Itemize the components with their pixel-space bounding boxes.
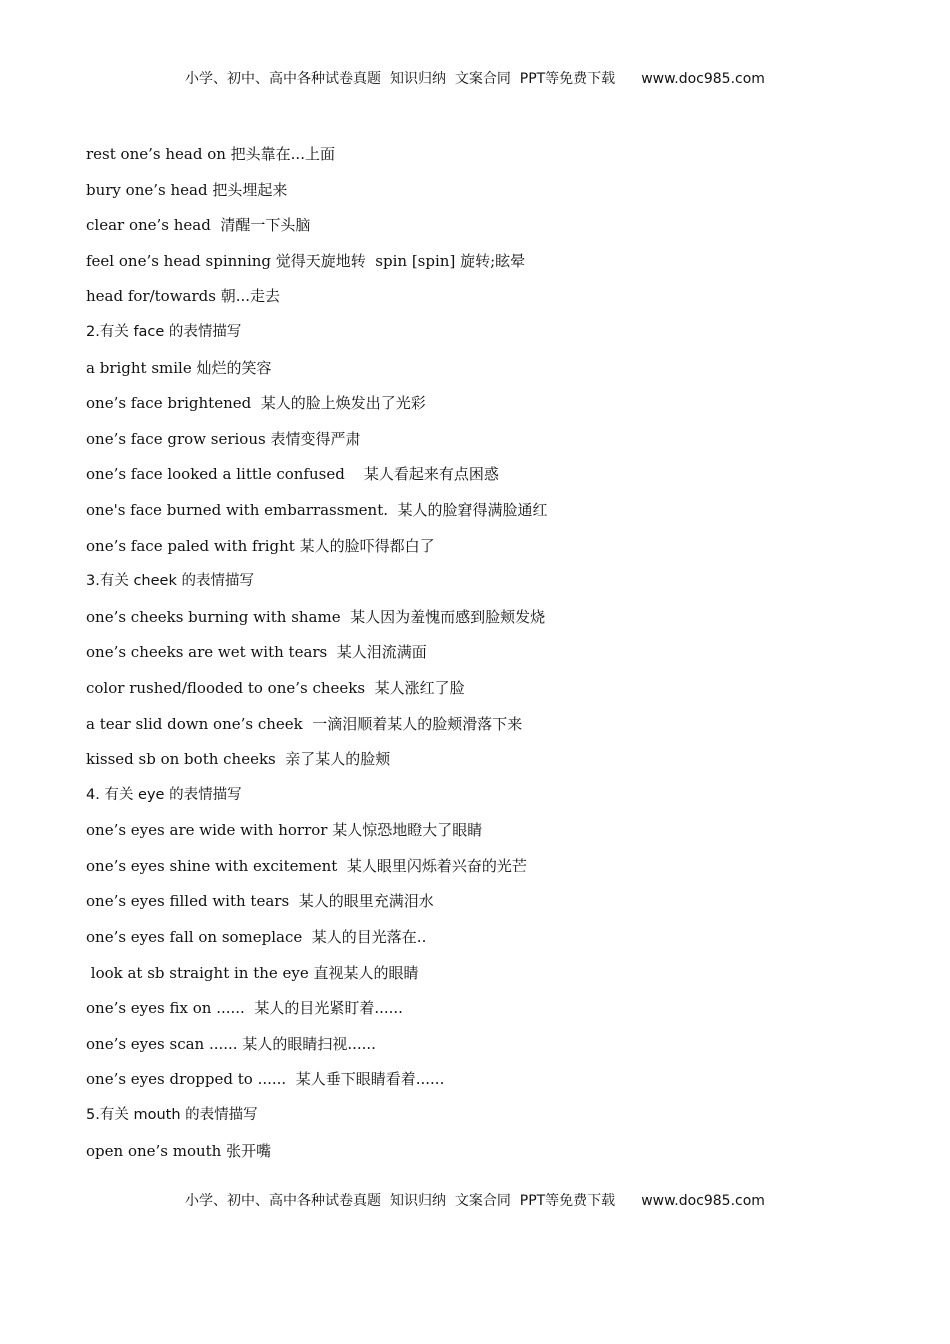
phrase-line: one’s eyes scan ...... 某人的眼睛扫视...... [86, 1034, 376, 1053]
phrase-line: kissed sb on both cheeks 亲了某人的脸颊 [86, 750, 391, 769]
document-body [86, 137, 886, 1169]
phrase-line: one’s face brightened 某人的脸上焕发出了光彩 [86, 394, 426, 413]
phrase-line: one’s eyes fix on ...... 某人的目光紧盯着...... [86, 999, 403, 1018]
phrase-line: open one’s mouth 张开嘴 [86, 1141, 272, 1160]
phrase-line: one’s cheeks are wet with tears 某人泪流满面 [86, 643, 427, 662]
phrase-line: one’s face paled with fright 某人的脸吓得都白了 [86, 536, 435, 555]
section-heading: 5.有关 mouth 的表情描写 [86, 1107, 258, 1124]
header-text: 小学、初中、高中各种试卷真题 知识归纳 文案合同 PPT等免费下载 [185, 71, 616, 87]
phrase-line: look at sb straight in the eye 直视某人的眼睛 [86, 963, 419, 982]
phrase-line: one’s face grow serious 表情变得严肃 [86, 429, 361, 448]
section-heading: 2.有关 face 的表情描写 [86, 323, 242, 340]
phrase-line: one’s eyes shine with excitement 某人眼里闪烁着兴奋的光芒 [86, 856, 527, 875]
phrase-line: clear one’s head 清醒一下头脑 [86, 216, 311, 235]
phrase-line: head for/towards 朝...走去 [86, 287, 281, 306]
phrase-line: one’s eyes are wide with horror 某人惊恐地瞪大了眼睛 [86, 821, 483, 840]
phrase-line: one’s eyes dropped to ...... 某人垂下眼睛看着...... [86, 1070, 445, 1089]
footer-text: 小学、初中、高中各种试卷真题 知识归纳 文案合同 PPT等免费下载 [185, 1193, 616, 1209]
header-site-link[interactable]: www.doc985.com [641, 71, 765, 87]
phrase-line: one’s face looked a little confused 某人看起来有点困惑 [86, 465, 499, 484]
phrase-line: one’s cheeks burning with shame 某人因为羞愧而感到脸颊发烧 [86, 607, 546, 626]
phrase-line: color rushed/flooded to one’s cheeks 某人涨红了脸 [86, 678, 465, 697]
phrase-line: feel one’s head spinning 觉得天旋地转 spin [spin] 旋转;眩晕 [86, 251, 526, 270]
phrase-line: one’s eyes filled with tears 某人的眼里充满泪水 [86, 892, 434, 911]
phrase-line: bury one’s head 把头埋起来 [86, 180, 288, 199]
phrase-line: a tear slid down one’s cheek 一滴泪顺着某人的脸颊滑落下来 [86, 714, 523, 733]
page-footer [0, 1190, 950, 1210]
phrase-line: rest one’s head on 把头靠在...上面 [86, 145, 335, 163]
footer-site-link[interactable]: www.doc985.com [641, 1193, 765, 1209]
page-header [0, 68, 950, 88]
phrase-line: one’s eyes fall on someplace 某人的目光落在.. [86, 928, 427, 947]
section-heading: 3.有关 cheek 的表情描写 [86, 573, 254, 590]
phrase-line: one's face burned with embarrassment. 某人的脸窘得满脸通红 [86, 500, 548, 519]
section-heading: 4. 有关 eye 的表情描写 [86, 786, 242, 803]
phrase-line: a bright smile 灿烂的笑容 [86, 358, 272, 377]
